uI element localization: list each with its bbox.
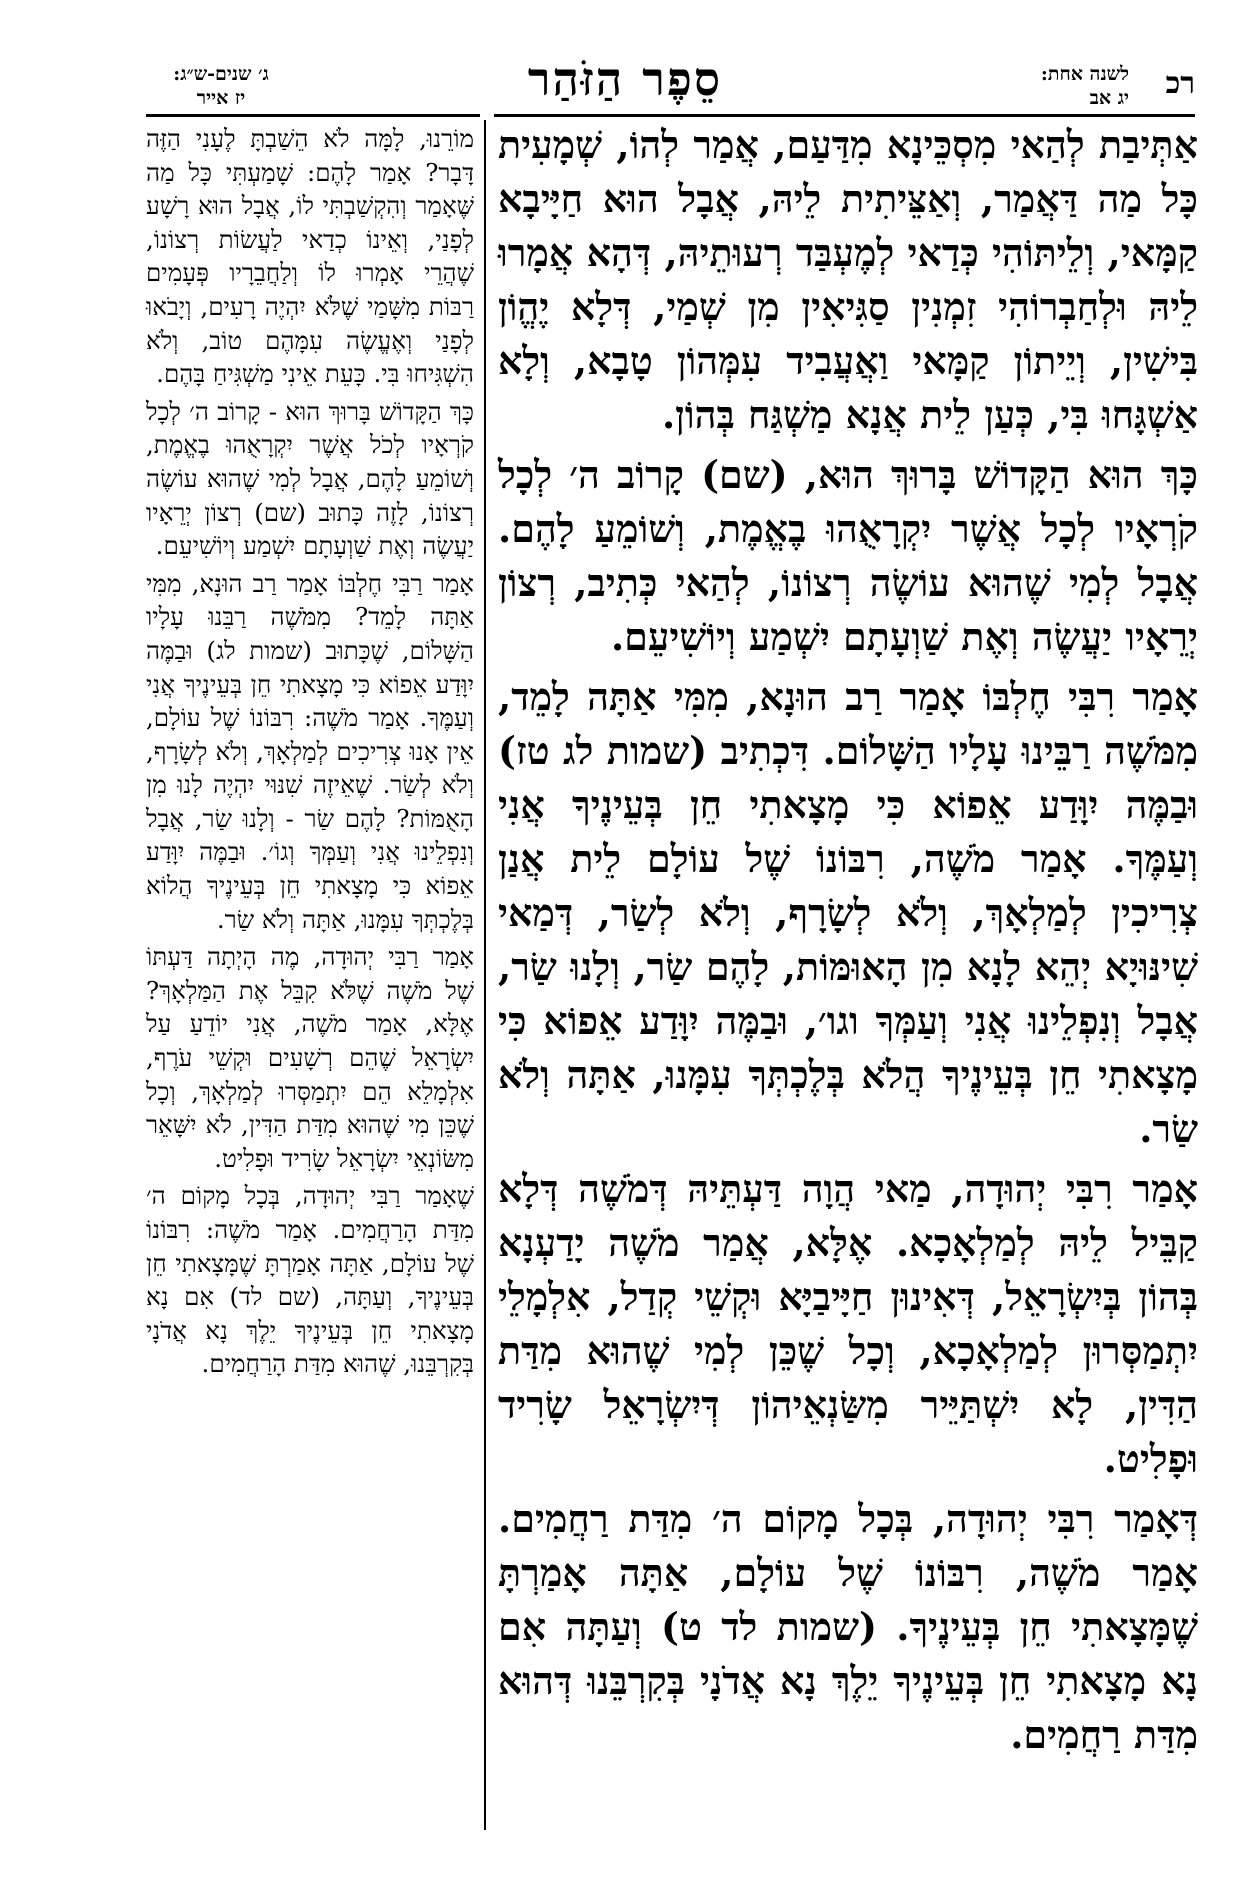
commentary-paragraph-5: שֶׁאָמַר רַבִּי יְהוּדָה, בְּכָל מָקוֹם ה׳ מִדַּת הָרַחֲמִים. אָמַר מֹשֶׁה: רִבּוֹנוֹ שֶׁל עוֹלָם, אַתָּה אָמַרְתָּ שֶׁמָּצָאתִי חֵן בְּעֵינֶיךָ, וְעַתָּה, (שם לד) אִם נָא מָצָאתִי חֵן בְּעֵינֶיךָ יֵלֶךְ נָא אֲדֹנָי בְּקִרְבֵּנוּ, שֶׁהוּא מִדַּת הָרַחֲמִים. <box>146 1181 474 1379</box>
commentary-paragraph-3: אָמַר רַבִּי חֶלְבּוֹ אָמַר רַב הוּנָא, מִמִּי אַתָּה לָמֵד? מִמֹּשֶׁה רַבֵּנוּ עָלָיו הַשָּׁלוֹם, שֶׁכָּתוּב (שמות לג) וּבַמֶּה יִוָּדַע אֵפוֹא כִּי מָצָאתִי חֵן בְּעֵינֶיךָ אֲנִי וְעַמֶּךָ. אָמַר מֹשֶׁה: רִבּוֹנוֹ שֶׁל עוֹלָם, אֵין אָנוּ צְרִיכִים לְמַלְאָךְ, וְלֹא לְשָׂרָף, וְלֹא לְשַׂר. שֶׁאֵיזֶה שִׁנּוּי יִהְיֶה לָנוּ מִן הָאֻמּוֹת? לָהֶם שַׂר - וְלָנוּ שַׂר, אֲבָל וְנִפְלֵינוּ אֲנִי וְעַמְּךָ וְגוֹ׳. וּבַמֶּה יִוָּדַע אֵפוֹא כִּי מָצָאתִי חֵן בְּעֵינֶיךָ הֲלוֹא בְּלֶכְתְּךָ עִמָּנוּ, אַתָּה וְלֹא שַׂר. <box>146 568 474 934</box>
commentary-paragraph-4: אָמַר רַבִּי יְהוּדָה, מֶה הָיְתָה דַּעְתּוֹ שֶׁל מֹשֶׁה שֶׁלֹּא קִבֵּל אֶת הַמַּלְאָךְ? אֶלָּא, אָמַר מֹשֶׁה, אֲנִי יוֹדֵעַ עַל יִשְׂרָאֵל שֶׁהֵם רְשָׁעִים וּקְשֵׁי עֹרֶף, אִלְמָלֵא הֵם יִתְמַסְּרוּ לְמַלְאָךְ, וְכָל שֶׁכֵּן מִי שֶׁהוּא מִדַּת הַדִּין, לֹא יִשָּׁאֵר מִשּׂוֹנְאֵי יִשְׂרָאֵל שָׂרִיד וּפָלִיט. <box>146 942 474 1173</box>
main-text-column <box>498 118 1198 1768</box>
header-rule-main <box>494 114 1195 117</box>
page-number: רכ <box>1165 66 1195 101</box>
commentary-paragraph-1: מוֹרֵנוּ, לָמָּה לֹא הֵשַׁבְתָּ לֶעָנִי הַזֶּה דָּבָר? אָמַר לָהֶם: שָׁמַעְתִּי כָּל מַה שֶּׁאָמַר וְהִקְשַׁבְתִּי לוֹ, אֲבָל הוּא רָשָׁע לְפָנַי, וְאֵינוֹ כְדַאי לַעֲשׂוֹת רְצוֹנוֹ, שֶׁהֲרֵי אָמְרוּ לוֹ וְלַחֲבֵרָיו פְּעָמִים רַבּוֹת מִשָּׁמַי שֶׁלֹּא יִהְיֶה רָעִים, וְיָבֹאוּ לְפָנַי וְאֶעֱשֶׂה עִמָּהֶם טוֹב, וְלֹא הִשְׁגִּיחוּ בִּי. כָּעֵת אֵינִי מַשְׁגִּיחַ בָּהֶם. <box>146 124 474 389</box>
schedule-date-right: יג אב <box>1089 87 1129 109</box>
schedule-label-left: ג׳ שנים-ש״ג: <box>173 63 269 85</box>
page-header <box>0 48 1253 118</box>
main-paragraph-1: אַתְּיבַת לְהַאי מִסְכֵּינָא מִדַּעַם, אֲמַר לְהוֹ, שְׁמָעִית כָּל מַה דַּאֲמַר, וְאַצֵּיתִית לֵיהּ, אֲבָל הוּא חַיָּיבָא קַמָּאי, וְלֵיתּוֹהִי כְּדַאי לְמֶעְבַּד רְעוּתֵיהּ, דְּהָא אֲמָרוּ לֵיהּ וּלְחַבְרוֹהִי זִמְנִין סַגִּיאִין מִן שְׁמַי, דְּלָא יֶהֱוֹן בִּישִׁין, וְיֵיתוֹן קַמָּאי וַאֲעֲבִיד עִמְּהוֹן טָבָא, וְלָא אַשְׁגָּחוּ בִּי, כְּעַן לֵית אֲנָא מַשְׁגַּח בְּהוֹן. <box>498 122 1198 437</box>
main-paragraph-5: דְּאָמַר רִבִּי יְהוּדָה, בְּכָל מָקוֹם ה׳ מִדַּת רַחֲמִים. אָמַר מֹשֶׁה, רִבּוֹנוֹ שֶׁל עוֹלָם, אַתָּה אָמַרְתָּ שֶׁמָּצָאתִי חֵן בְּעֵינֶיךָ. (שמות לד ט) וְעַתָּה אִם נָא מָצָאתִי חֵן בְּעֵינֶיךָ יֵלֶךְ נָא אֲדֹנָי בְּקִרְבֵּנוּ דְּהוּא מִדַּת רַחֲמִים. <box>498 1496 1198 1757</box>
commentary-column <box>146 122 474 1385</box>
main-paragraph-3: אָמַר רִבִּי חֶלְבּוֹ אָמַר רַב הוּנָא, מִמִּי אַתָּה לָמֵד, מִמֹּשֶׁה רַבֵּינוּ עָלָיו הַשָּׁלוֹם. דִּכְתִיב (שמות לג טז) וּבַמֶּה יִוָּדַע אֵפוֹא כִּי מָצָאתִי חֵן בְּעֵינֶיךָ אֲנִי וְעַמֶּךָ. אָמַר מֹשֶׁה, רִבּוֹנוֹ שֶׁל עוֹלָם לֵית אֲנַן צְרִיכִין לְמַלְאָךְ, וְלֹא לְשָׂרָף, וְלֹא לְשַׂר, דְּמַאי שִׁינּוּיָא יְהֵא לָנָא מִן הָאוּמּוֹת, לָהֶם שַׂר, וְלָנוּ שַׂר, אֲבָל וְנִפְלֵינוּ אֲנִי וְעַמְּךָ וגו׳, וּבַמֶּה יִוָּדַע אֵפוֹא כִּי מָצָאתִי חֵן בְּעֵינֶיךָ הֲלֹא בְּלֶכְתְּךָ עִמָּנוּ, אַתָּה וְלֹא שַׂר. <box>498 674 1198 1151</box>
header-rule-commentary <box>146 114 480 117</box>
column-divider <box>484 120 486 1830</box>
book-title: סֵפֶר הַזֹּהַר <box>527 52 723 106</box>
study-schedule-right <box>1009 62 1129 110</box>
schedule-date-left: יז אייר <box>196 87 246 109</box>
main-paragraph-2: כָּךְ הוּא הַקָּדוֹשׁ בָּרוּךְ הוּא, (שם) קָרוֹב ה׳ לְכָל קֹרְאָיו לְכָל אֲשֶׁר יִקְרָאֻהוּ בֶאֱמֶת, וְשׁוֹמֵעַ לָהֶם. אֲבָל לְמִי שֶׁהוּא עוֹשֶׂה רְצוֹנוֹ, לְהַאי כְּתִיב, רְצוֹן יְרֵאָיו יַעֲשֶׂה וְאֶת שַׁוְעָתָם יִשְׁמַע וְיוֹשִׁיעֵם. <box>498 452 1198 659</box>
schedule-label-right: לשנה אחת: <box>1040 63 1129 85</box>
main-paragraph-4: אָמַר רִבִּי יְהוּדָה, מַאי הֲוָה דַּעְתֵּיהּ דְּמֹשֶׁה דְּלָא קַבֵּיל לֵיהּ לְמַלְאָכָא. אֶלָּא, אֲמַר מֹשֶׁה יָדַעְנָא בְּהוֹן בְּיִשְׂרָאֵל, דְּאִינוּן חַיָּיבַיָּא וּקְשֵׁי קְדַל, אִלְמָלֵי יִתְמַסְּרוּן לְמַלְאָכָא, וְכָל שֶׁכֵּן לְמִי שֶׁהוּא מִדַּת הַדִּין, לָא יִשְׁתַּיֵּיר מִשַּׂנְאֵיהוֹן דְּיִשְׂרָאֵל שָׂרִיד וּפָלִיט. <box>498 1166 1198 1481</box>
study-schedule-left <box>146 62 296 110</box>
commentary-paragraph-2: כָּךְ הַקָּדוֹשׁ בָּרוּךְ הוּא - קָרוֹב ה׳ לְכָל קֹרְאָיו לְכֹל אֲשֶׁר יִקְרָאֻהוּ בֶאֱמֶת, וְשׁוֹמֵעַ לָהֶם, אֲבָל לְמִי שֶׁהוּא עוֹשֶׂה רְצוֹנוֹ, לָזֶה כָּתוּב (שם) רְצוֹן יְרֵאָיו יַעֲשֶׂה וְאֶת שַׁוְעָתָם יִשְׁמַע וְיוֹשִׁיעֵם. <box>146 396 474 561</box>
